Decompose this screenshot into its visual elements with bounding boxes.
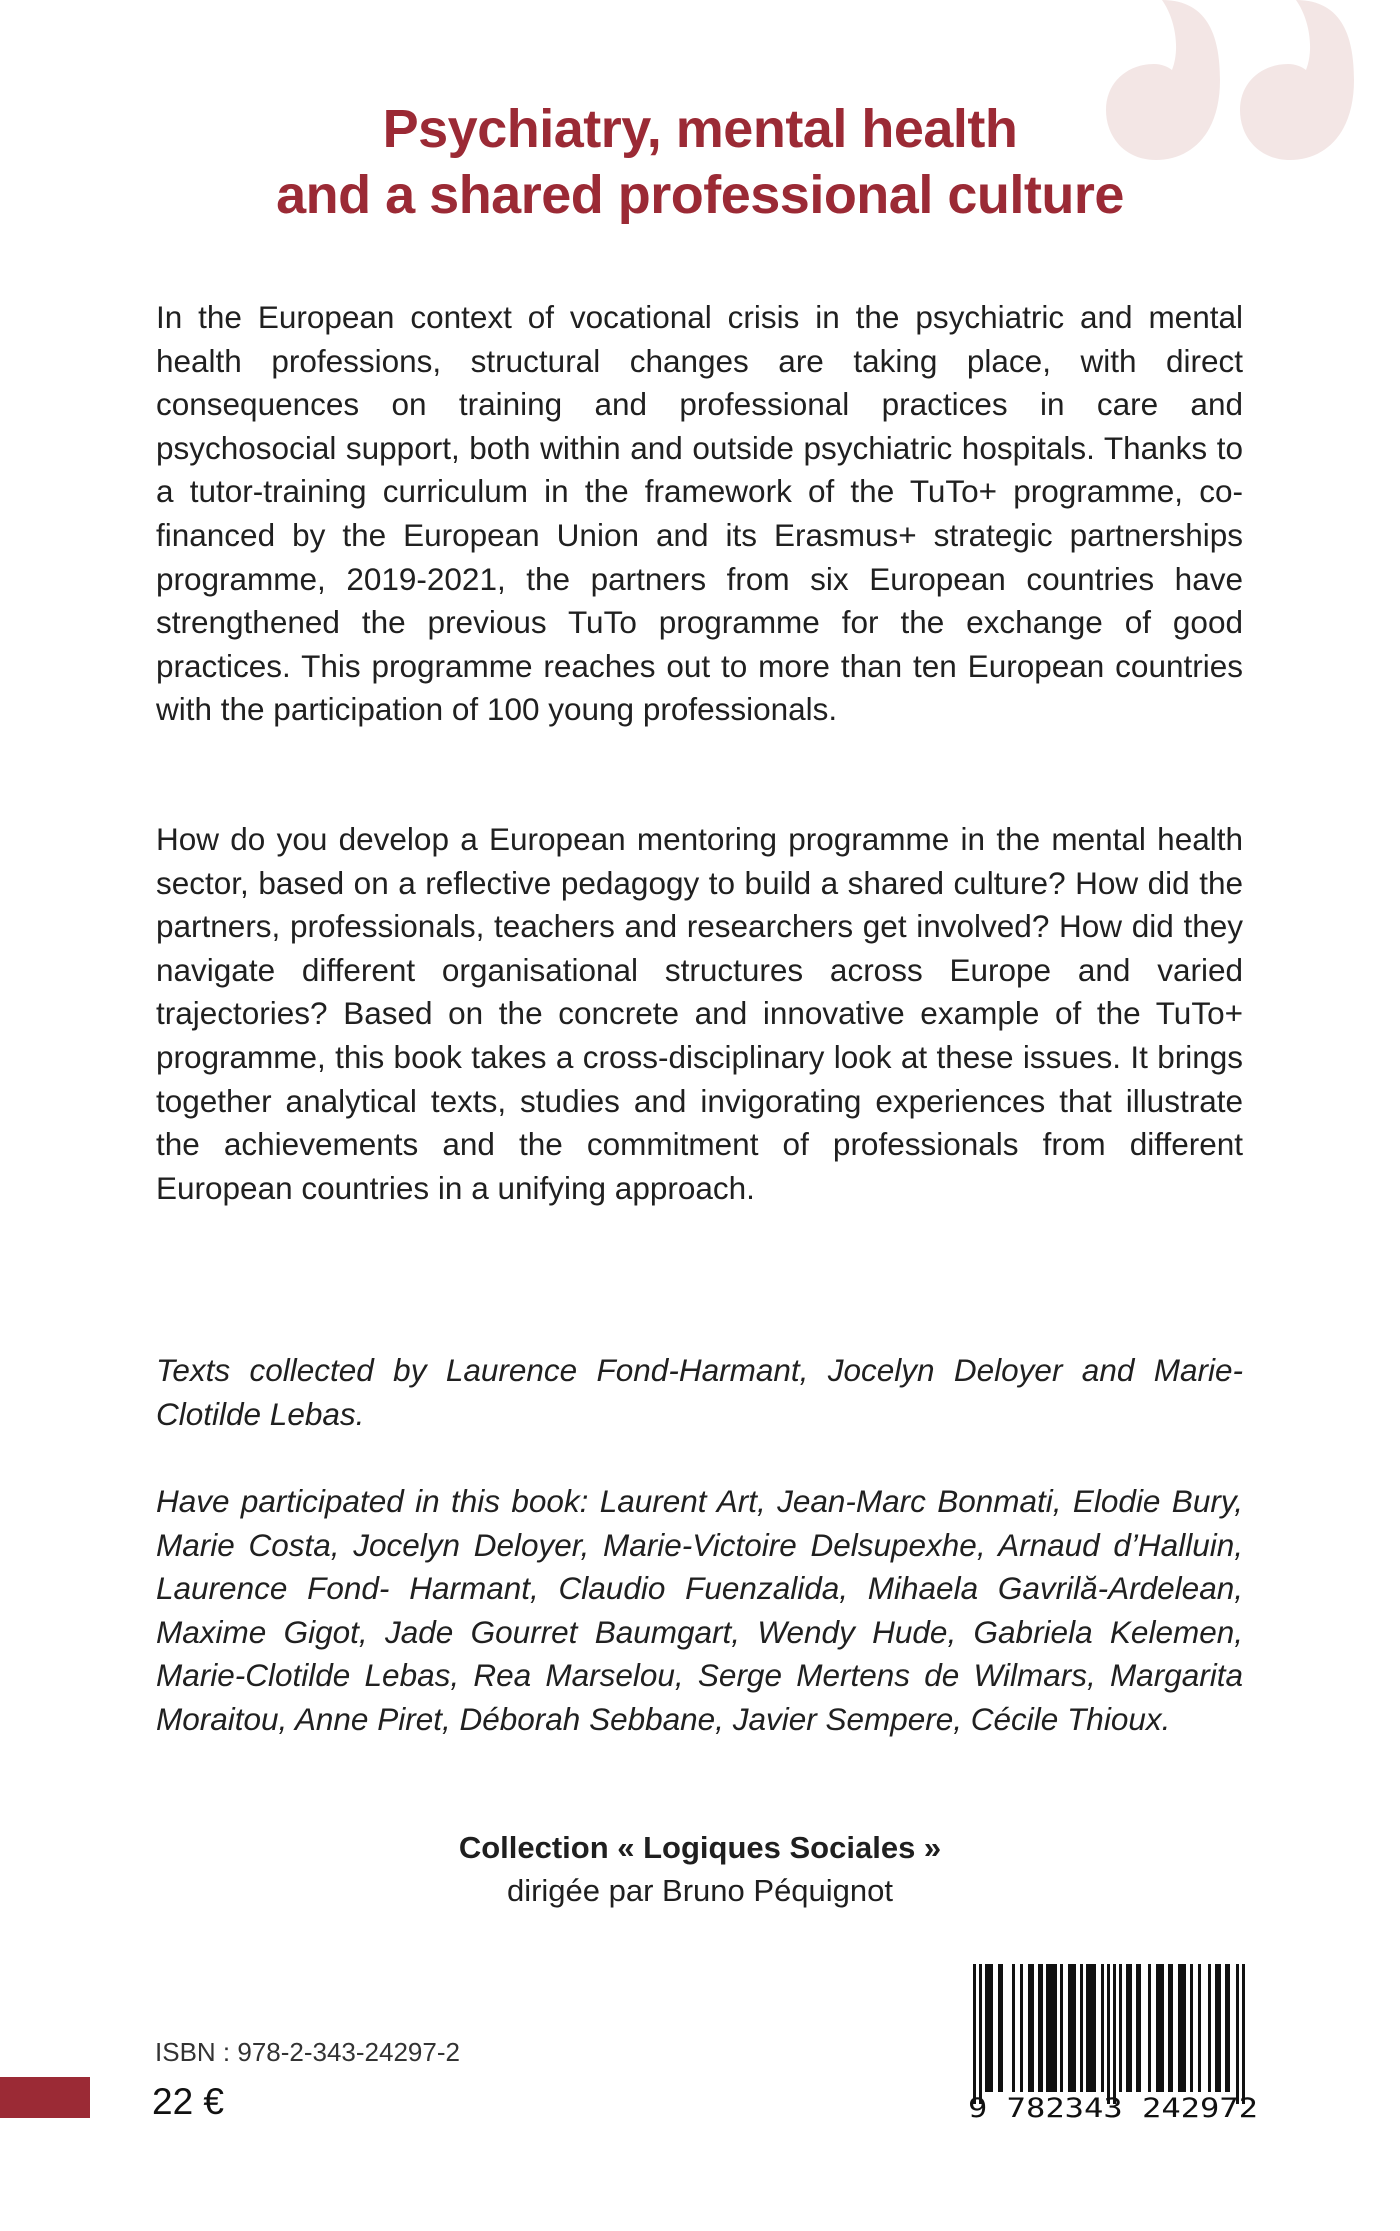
book-title	[0, 96, 1400, 228]
book-title-line-1: Psychiatry, mental health	[382, 99, 1018, 159]
accent-bar	[0, 2077, 90, 2118]
barcode-digits: 9 782343 242972	[968, 2093, 1258, 2120]
summary-paragraph-2: How do you develop a European mentoring programme in the mental health sector, based on a reflective pedagogy to build a shared culture? How did the partners, professionals, teachers and researchers get involved? How did they navigate different organisational structures across Europe and varied trajectories? Based on the concrete and innovative example of the TuTo+ programme, this book takes a cross-disciplinary look at these issues. It brings together analytical texts, studies and invigorating experiences that illustrate the achievements and the commitment of professionals from different European countries in a unifying approach.	[156, 821, 1243, 1206]
isbn-label: ISBN : 978-2-343-24297-2	[155, 2037, 460, 2067]
collection-director: dirigée par Bruno Péquignot	[506, 1873, 894, 1908]
collection-name: Collection « Logiques Sociales »	[458, 1830, 942, 1865]
price-label: 22 €	[152, 2081, 225, 2122]
collection-info	[0, 1826, 1400, 1912]
book-title-line-2: and a shared professional culture	[276, 165, 1124, 225]
barcode-icon	[968, 1960, 1258, 2120]
contributors-list: Have participated in this book: Laurent Art, Jean-Marc Bonmati, Elodie Bury, Marie Costa, Jocelyn Deloyer, Marie-Victoire Delsupexhe, Arnaud d’Halluin, Laurence Fond- Harmant, Claudio Fuenzalida, Mihaela Gavrilă-Ardelean, Maxime Gigot, Jade Gourret Baumgart, Wendy Hude, Gabriela Kelemen, Marie-Clotilde Lebas, Rea Marselou, Serge Mertens de Wilmars, Margarita Moraitou, Anne Piret, Déborah Sebbane, Javier Sempere, Cécile Thioux.	[156, 1483, 1243, 1737]
editors-credit: Texts collected by Laurence Fond-Harmant, Jocelyn Deloyer and Marie-Clotilde Lebas.	[156, 1352, 1243, 1432]
summary-paragraph-1: In the European context of vocational crisis in the psychiatric and mental health professions, structural changes are taking place, with direct consequences on training and professional practices in care and psychosocial support, both within and outside psychiatric hospitals. Thanks to a tutor-training curriculum in the framework of the TuTo+ programme, co-financed by the European Union and its Erasmus+ strategic partnerships programme, 2019-2021, the partners from six European countries have strengthened the previous TuTo programme for the exchange of good practices. This programme reaches out to more than ten European countries with the participation of 100 young professionals.	[156, 299, 1243, 728]
